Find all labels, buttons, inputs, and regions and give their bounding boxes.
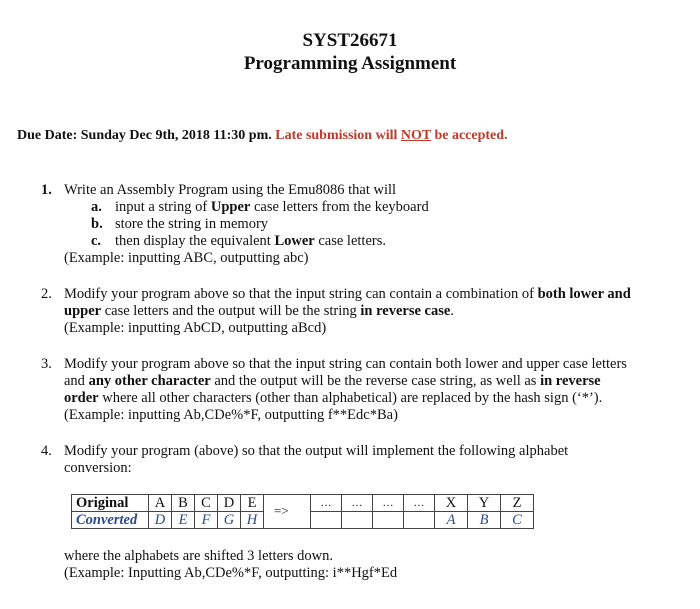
table-row-converted [72, 512, 534, 529]
course-code: SYST26671 [302, 30, 398, 51]
table-cell: A [149, 495, 172, 512]
q2-number: 2. [41, 286, 52, 302]
table-cell: C [195, 495, 218, 512]
due-date-line [17, 128, 508, 144]
q2-line1: Modify your program above so that the input string can contain a combination of both lower and [64, 286, 631, 302]
table-cell: E [241, 495, 264, 512]
due-date-text: Due Date: Sunday Dec 9th, 2018 11:30 pm. [17, 128, 272, 143]
q3-line2: and any other character and the output will be the reverse case string, as well as in reverse [64, 373, 601, 389]
table-cell: Y [468, 495, 501, 512]
q1-item-b: b. store the string in memory [91, 216, 269, 232]
q1-example: (Example: inputting ABC, outputting abc) [64, 250, 309, 266]
q3-line1: Modify your program above so that the input string can contain both lower and upper case letters [64, 356, 627, 372]
q1-item-a: a. input a string of Upper case letters from the keyboard [91, 199, 429, 215]
table-cell-empty [373, 512, 404, 529]
table-cell: D [149, 512, 172, 529]
arrow-label: => [274, 502, 289, 518]
row-label-converted: Converted [72, 512, 149, 529]
q4-footer2: (Example: Inputting Ab,CDe%*F, outputting: i**Hgf*Ed [64, 565, 398, 581]
table-cell: B [468, 512, 501, 529]
q4-number: 4. [41, 443, 52, 459]
late-warning: Late submission will NOT be accepted. [275, 128, 508, 143]
table-cell: E [172, 512, 195, 529]
table-cell: B [172, 495, 195, 512]
q4-line1: Modify your program (above) so that the output will implement the following alphabet [64, 443, 569, 459]
table-cell-empty [404, 512, 435, 529]
table-cell: F [195, 512, 218, 529]
q3-line3: order where all other characters (other than alphabetical) are replaced by the hash sign (‘*’). [64, 390, 603, 406]
q1-intro: Write an Assembly Program using the Emu8086 that will [64, 182, 397, 198]
table-cell: C [501, 512, 534, 529]
q2-line2: upper case letters and the output will be the string in reverse case. [64, 303, 454, 319]
table-dots: … [404, 495, 435, 512]
table-cell: H [241, 512, 264, 529]
conversion-table [71, 494, 534, 529]
table-cell: A [435, 512, 468, 529]
table-dots: … [373, 495, 404, 512]
q4-footer1: where the alphabets are shifted 3 letters down. [64, 548, 333, 564]
table-cell-empty [311, 512, 342, 529]
q1-number: 1. [41, 182, 52, 198]
table-row-original [72, 495, 534, 512]
assignment-title: Programming Assignment [243, 53, 457, 74]
table-cell: Z [501, 495, 534, 512]
q2-example: (Example: inputting AbCD, outputting aBcd) [64, 320, 327, 336]
q3-number: 3. [41, 356, 52, 372]
table-cell: G [218, 512, 241, 529]
table-dots: … [311, 495, 342, 512]
table-dots: … [342, 495, 373, 512]
row-label-original: Original [72, 495, 149, 512]
table-cell: D [218, 495, 241, 512]
arrow-cell [264, 502, 311, 529]
table-cell-empty [342, 512, 373, 529]
q4-line2: conversion: [64, 460, 132, 476]
table-cell: X [435, 495, 468, 512]
q3-example: (Example: inputting Ab,CDe%*F, outputting f**Edc*Ba) [64, 407, 398, 423]
q1-item-c: c. then display the equivalent Lower case letters. [91, 233, 386, 249]
